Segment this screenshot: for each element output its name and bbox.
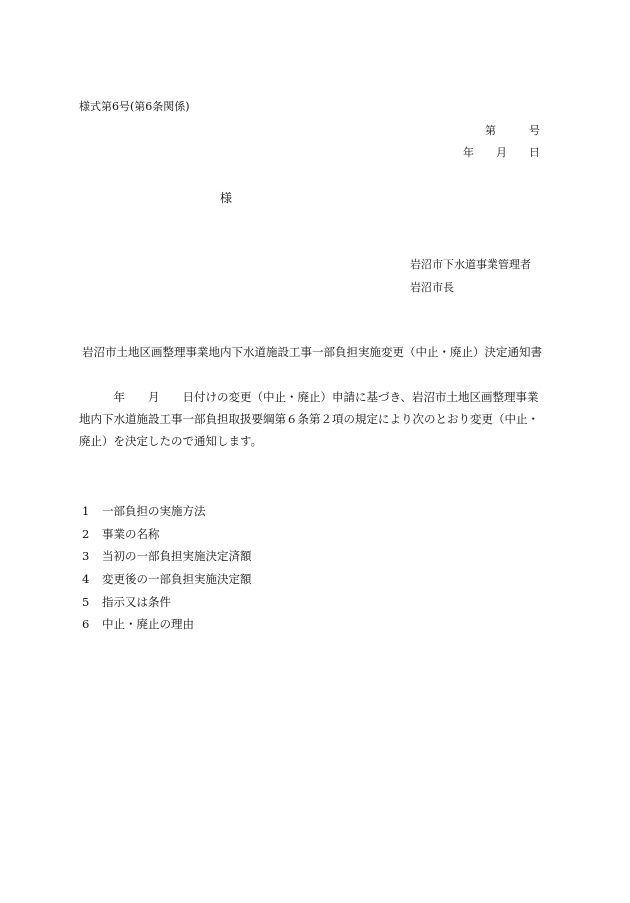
document-number: 第 号: [485, 124, 540, 137]
list-item: [82, 568, 252, 591]
issuer-name: 岩沼市長: [410, 281, 454, 294]
item-label: 一部負担の実施方法: [102, 504, 206, 518]
body-paragraph: [79, 386, 549, 452]
document-date: 年 月 日: [463, 146, 540, 159]
list-item: [82, 613, 252, 636]
item-number: 1: [82, 504, 90, 518]
item-label: 事業の名称: [102, 526, 160, 541]
item-number: 3: [82, 549, 90, 564]
form-label: 様式第6号(第6条関係): [79, 100, 190, 113]
document-title: 岩沼市土地区画整理事業地内下水道施設工事一部負担実施変更（中止・廃止）決定通知書: [82, 345, 542, 359]
recipient-suffix: 様: [220, 191, 233, 205]
list-item: [82, 545, 252, 568]
list-item: [82, 591, 252, 614]
list-item: [82, 500, 252, 523]
body-line: 地内下水道施設工事一部負担取扱要綱第６条第２項の規定により次のとおり変更（中止・: [79, 412, 539, 426]
issuer-title: 岩沼市下水道事業管理者: [410, 258, 531, 271]
item-label: 中止・廃止の理由: [102, 617, 194, 632]
body-line: 廃止）を決定したので通知します。: [79, 434, 263, 448]
item-number: 2: [82, 526, 90, 541]
body-line: 年 月 日付けの変更（中止・廃止）申請に基づき、岩沼市土地区画整理事業: [79, 390, 539, 404]
item-label: 変更後の一部負担実施決定額: [102, 572, 252, 587]
item-number: 6: [82, 617, 90, 632]
item-label: 当初の一部負担実施決定済額: [102, 549, 252, 564]
item-number: 5: [82, 594, 90, 609]
item-label: 指示又は条件: [102, 594, 171, 609]
item-number: 4: [82, 572, 90, 587]
item-list: [82, 500, 252, 636]
list-item: [82, 523, 252, 546]
